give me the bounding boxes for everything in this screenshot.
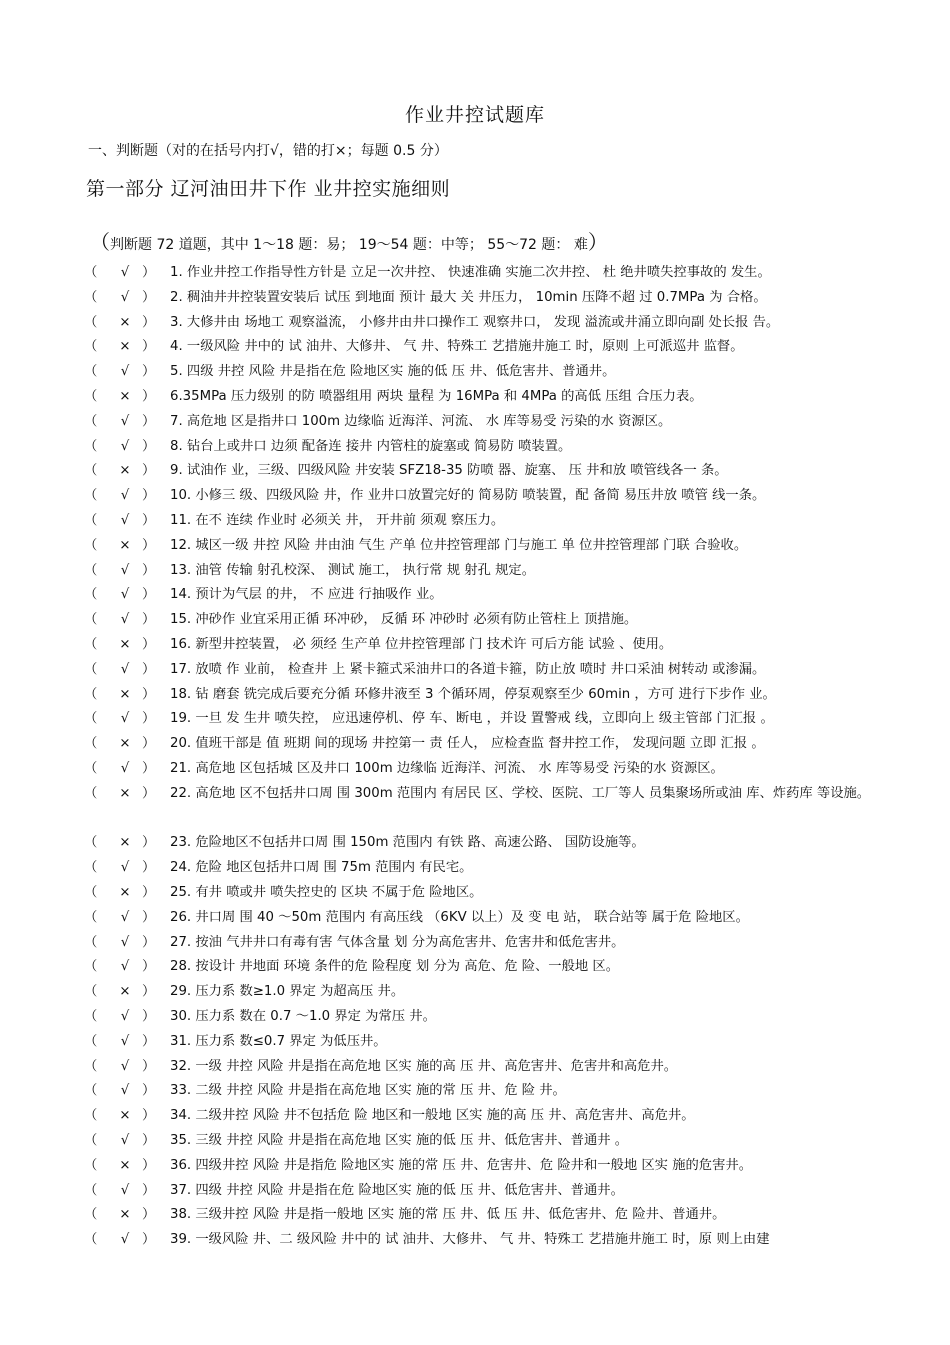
- close-bracket: ）: [142, 637, 156, 652]
- question-item: [84, 1179, 874, 1203]
- close-bracket: ）: [142, 1207, 156, 1223]
- answer-symbol: √: [120, 1232, 130, 1248]
- note-text: 判断题 72 道题，其中 1～18 题：易； 19～54 题：中等； 55～72 题： 难: [110, 237, 588, 253]
- open-bracket: （: [84, 959, 98, 975]
- answer-symbol: √: [120, 1182, 130, 1198]
- answer-symbol: √: [120, 413, 130, 429]
- section-instruction: 一、判断题（对的在括号内打√，错的打×；每题 0.5 分）: [88, 143, 448, 159]
- question-text: 29. 压力系 数≥1.0 界定 为超高压 井。: [170, 984, 405, 1000]
- answer-mark: [84, 286, 170, 310]
- answer-symbol: ×: [119, 389, 131, 404]
- question-item: [84, 707, 874, 731]
- close-bracket: ）: [142, 835, 156, 851]
- close-bracket: ）: [142, 1108, 156, 1124]
- question-text: 2. 稠油井井控装置安装后 试压 到地面 预计 最大 关 井压力， 10min 压降不超 过 0.7MPa 为 合格。: [170, 289, 767, 305]
- answer-mark: [84, 633, 170, 657]
- answer-symbol: ×: [119, 1108, 131, 1124]
- question-text: 14. 预计为气层 的井， 不 应进 行抽吸作 业。: [170, 587, 443, 603]
- open-bracket: （: [84, 289, 98, 305]
- close-bracket: ）: [142, 389, 156, 404]
- answer-mark: [84, 1228, 170, 1252]
- open-bracket: （: [84, 1133, 98, 1148]
- close-bracket: ）: [142, 934, 156, 950]
- answer-mark: [84, 385, 170, 409]
- question-item: [84, 1203, 874, 1227]
- answer-mark: [84, 757, 170, 781]
- open-bracket: （: [84, 1207, 98, 1223]
- open-bracket: （: [84, 637, 98, 652]
- question-text: 26. 井口周 围 40 ～50m 范围内 有高压线 （6KV 以上）及 变 电 站， 联合站等 属于危 险地区。: [170, 909, 749, 925]
- answer-mark: [84, 608, 170, 632]
- question-item: [84, 683, 874, 707]
- close-bracket: ）: [142, 909, 156, 925]
- answer-mark: [84, 360, 170, 384]
- answer-mark: [84, 732, 170, 756]
- open-bracket: （: [84, 364, 98, 380]
- question-item: [84, 608, 874, 632]
- question-text: 35. 三级 井控 风险 井是指在高危地 区实 施的低 压 井、低危害井、普通井 。: [170, 1133, 629, 1148]
- question-text: 5. 四级 井控 风险 井是指在危 险地区实 施的低 压 井、低危害井、普通井。: [170, 364, 616, 380]
- question-item: [84, 534, 874, 558]
- open-bracket: （: [84, 339, 98, 355]
- answer-symbol: √: [120, 612, 130, 628]
- question-text: 31. 压力系 数≤0.7 界定 为低压井。: [170, 1033, 387, 1049]
- close-bracket: ）: [142, 984, 156, 1000]
- question-text: 1. 作业井控工作指导性方针是 立足一次井控、 快速准确 实施二次井控、 杜 绝井喷失控事故的 发生。: [170, 265, 771, 280]
- question-item: [84, 484, 874, 508]
- question-text: 12. 城区一级 井控 风险 井由油 气生 产单 位井控管理部 门与施工 单 位井控管理部 门联 合验收。: [170, 537, 748, 553]
- open-bracket: （: [84, 537, 98, 553]
- answer-symbol: √: [120, 1083, 130, 1099]
- question-text: 13. 油管 传输 射孔校深、 测试 施工， 执行常 规 射孔 规定。: [170, 562, 536, 578]
- close-bracket: ）: [142, 339, 156, 355]
- open-bracket: （: [84, 612, 98, 628]
- question-text: 27. 按油 气井井口有毒有害 气体含量 划 分为高危害井、危害井和低危害井。: [170, 934, 625, 950]
- question-item: [84, 286, 874, 310]
- question-item: [84, 732, 874, 756]
- open-bracket: （: [84, 835, 98, 851]
- question-item: [84, 459, 874, 483]
- note-close-paren: ）: [587, 230, 608, 254]
- close-bracket: ）: [142, 265, 156, 280]
- close-bracket: ）: [142, 314, 156, 330]
- answer-symbol: √: [120, 562, 130, 578]
- question-item: [84, 633, 874, 657]
- close-bracket: ）: [142, 1033, 156, 1049]
- open-bracket: （: [84, 1182, 98, 1198]
- open-bracket: （: [84, 438, 98, 454]
- answer-mark: [84, 509, 170, 533]
- answer-mark: [84, 1179, 170, 1203]
- open-bracket: （: [84, 314, 98, 330]
- close-bracket: ）: [142, 463, 156, 479]
- answer-mark: [84, 1005, 170, 1029]
- answer-symbol: √: [120, 909, 130, 925]
- answer-symbol: √: [120, 265, 130, 280]
- answer-mark: [84, 1203, 170, 1227]
- answer-symbol: √: [120, 488, 130, 504]
- question-text: 3. 大修井由 场地工 观察溢流， 小修井由井口操作工 观察井口， 发现 溢流或井涌立即向副 处长报 告。: [170, 314, 780, 330]
- answer-mark: [84, 1030, 170, 1054]
- close-bracket: ）: [142, 1058, 156, 1074]
- question-item: [84, 509, 874, 533]
- question-item: [84, 931, 874, 955]
- answer-mark: [84, 435, 170, 459]
- answer-mark: [84, 1079, 170, 1103]
- question-item: [84, 856, 874, 880]
- answer-symbol: √: [120, 587, 130, 603]
- answer-symbol: ×: [119, 736, 131, 752]
- question-text: 7. 高危地 区是指井口 100m 边缘临 近海洋、河流、 水 库等易受 污染的水 资源区。: [170, 413, 672, 429]
- close-bracket: ）: [142, 438, 156, 454]
- answer-symbol: √: [120, 959, 130, 975]
- question-item: [84, 782, 874, 806]
- question-item: [84, 435, 874, 459]
- answer-symbol: ×: [119, 1207, 131, 1223]
- answer-symbol: ×: [119, 686, 131, 702]
- open-bracket: （: [84, 785, 98, 801]
- open-bracket: （: [84, 934, 98, 950]
- question-item: [84, 658, 874, 682]
- question-text: 15. 冲砂作 业宜采用正循 环冲砂， 反循 环 冲砂时 必须有防止管柱上 顶措施。: [170, 612, 638, 628]
- answer-symbol: √: [120, 1009, 130, 1024]
- question-text: 9. 试油作 业，三级、四级风险 井安装 SFZ18-35 防喷 器、旋塞、 压 井和放 喷管线各一 条。: [170, 463, 728, 479]
- question-text: 30. 压力系 数在 0.7 ～1.0 界定 为常压 井。: [170, 1009, 436, 1024]
- answer-symbol: √: [120, 934, 130, 950]
- answer-mark: [84, 261, 170, 285]
- question-item: [84, 1129, 874, 1153]
- close-bracket: ）: [142, 562, 156, 578]
- answer-symbol: ×: [119, 885, 131, 900]
- answer-mark: [84, 782, 170, 806]
- answer-mark: [84, 707, 170, 731]
- open-bracket: （: [84, 463, 98, 479]
- question-item: [84, 583, 874, 607]
- answer-mark: [84, 683, 170, 707]
- answer-mark: [84, 484, 170, 508]
- question-item: [84, 1228, 874, 1252]
- question-text: 37. 四级 井控 风险 井是指在危 险地区实 施的低 压 井、低危害井、普通井。: [170, 1182, 624, 1198]
- answer-symbol: ×: [119, 339, 131, 355]
- close-bracket: ）: [142, 885, 156, 900]
- close-bracket: ）: [142, 761, 156, 776]
- answer-symbol: √: [120, 860, 130, 876]
- question-text: 33. 二级 井控 风险 井是指在高危地 区实 施的常 压 井、危 险 井。: [170, 1083, 566, 1099]
- question-item: [84, 410, 874, 434]
- close-bracket: ）: [142, 364, 156, 380]
- close-bracket: ）: [142, 661, 156, 677]
- document-title: 作业井控试题库: [404, 104, 545, 126]
- answer-mark: [84, 311, 170, 335]
- question-item: [84, 906, 874, 930]
- answer-symbol: √: [120, 364, 130, 380]
- close-bracket: ）: [142, 1232, 156, 1248]
- answer-mark: [84, 658, 170, 682]
- close-bracket: ）: [142, 959, 156, 975]
- close-bracket: ）: [142, 289, 156, 305]
- answer-symbol: √: [120, 513, 130, 528]
- open-bracket: （: [84, 1033, 98, 1049]
- answer-symbol: ×: [119, 537, 131, 553]
- open-bracket: （: [84, 513, 98, 528]
- answer-mark: [84, 906, 170, 930]
- answer-symbol: ×: [119, 984, 131, 1000]
- question-item: [84, 831, 874, 855]
- answer-symbol: ×: [119, 463, 131, 479]
- question-text: 11. 在不 连续 作业时 必须关 井， 开井前 须观 察压力。: [170, 513, 505, 528]
- open-bracket: （: [84, 860, 98, 876]
- answer-mark: [84, 1055, 170, 1079]
- question-text: 39. 一级风险 井、二 级风险 井中的 试 油井、大修井、 气 井、特殊工 艺措施井施工 时，原 则上由建: [170, 1232, 770, 1248]
- close-bracket: ）: [142, 537, 156, 553]
- answer-mark: [84, 410, 170, 434]
- question-item: [84, 360, 874, 384]
- open-bracket: （: [84, 761, 98, 776]
- answer-mark: [84, 1104, 170, 1128]
- question-text: 16. 新型井控装置， 必 须经 生产单 位井控管理部 门 技术许 可后方能 试验 、使用。: [170, 637, 673, 652]
- open-bracket: （: [84, 885, 98, 900]
- question-text: 4. 一级风险 井中的 试 油井、大修井、 气 井、特殊工 艺措施井施工 时，原则 上可派巡井 监督。: [170, 339, 744, 355]
- question-text: 25. 有井 喷或井 喷失控史的 区块 不属于危 险地区。: [170, 885, 483, 900]
- difficulty-note: [90, 226, 608, 255]
- close-bracket: ）: [142, 413, 156, 429]
- open-bracket: （: [84, 909, 98, 925]
- question-text: 22. 高危地 区不包括井口周 围 300m 范围内 有居民 区、学校、医院、工厂等人 员集聚场所或油 库、炸药库 等设施。: [170, 785, 871, 801]
- answer-mark: [84, 1154, 170, 1178]
- answer-mark: [84, 534, 170, 558]
- answer-mark: [84, 559, 170, 583]
- question-text: 32. 一级 井控 风险 井是指在高危地 区实 施的高 压 井、高危害井、危害井和高危井。: [170, 1058, 678, 1074]
- answer-mark: [84, 980, 170, 1004]
- question-item: [84, 1030, 874, 1054]
- answer-mark: [84, 856, 170, 880]
- question-item: [84, 1104, 874, 1128]
- answer-symbol: √: [120, 1058, 130, 1074]
- open-bracket: （: [84, 488, 98, 504]
- answer-mark: [84, 931, 170, 955]
- open-bracket: （: [84, 265, 98, 280]
- answer-symbol: ×: [119, 835, 131, 851]
- answer-symbol: ×: [119, 785, 131, 801]
- close-bracket: ）: [142, 1009, 156, 1024]
- open-bracket: （: [84, 587, 98, 603]
- answer-mark: [84, 583, 170, 607]
- open-bracket: （: [84, 1009, 98, 1024]
- question-text: 34. 二级井控 风险 井不包括危 险 地区和一般地 区实 施的高 压 井、高危害井、高危井。: [170, 1108, 695, 1124]
- answer-symbol: ×: [119, 314, 131, 330]
- question-item: [84, 980, 874, 1004]
- part-heading: 第一部分 辽河油田井下作 业井控实施细则: [86, 178, 451, 200]
- answer-symbol: √: [120, 1133, 130, 1148]
- close-bracket: ）: [142, 785, 156, 801]
- question-text: 24. 危险 地区包括井口周 围 75m 范围内 有民宅。: [170, 860, 473, 876]
- open-bracket: （: [84, 736, 98, 752]
- question-item: [84, 1005, 874, 1029]
- question-item: [84, 311, 874, 335]
- question-text: 18. 钻 磨套 铣完成后要充分循 环修井液至 3 个循环周，停泵观察至少 60min ，方可 进行下步作 业。: [170, 686, 776, 702]
- question-text: 23. 危险地区不包括井口周 围 150m 范围内 有铁 路、高速公路、 国防设施等。: [170, 835, 645, 851]
- answer-mark: [84, 955, 170, 979]
- close-bracket: ）: [142, 1083, 156, 1099]
- question-text: 20. 值班干部是 值 班期 间的现场 井控第一 责 任人， 应检查监 督井控工作， 发现问题 立即 汇报 。: [170, 736, 765, 752]
- close-bracket: ）: [142, 1157, 156, 1173]
- answer-symbol: ×: [119, 1157, 131, 1173]
- answer-mark: [84, 1129, 170, 1153]
- close-bracket: ）: [142, 711, 156, 727]
- answer-symbol: ×: [119, 637, 131, 652]
- question-item: [84, 385, 874, 409]
- close-bracket: ）: [142, 587, 156, 603]
- open-bracket: （: [84, 661, 98, 677]
- question-item: [84, 757, 874, 781]
- close-bracket: ）: [142, 1182, 156, 1198]
- close-bracket: ）: [142, 686, 156, 702]
- question-text: 28. 按设计 井地面 环境 条件的危 险程度 划 分为 高危、危 险、一般地 区。: [170, 959, 620, 975]
- open-bracket: （: [84, 984, 98, 1000]
- open-bracket: （: [84, 686, 98, 702]
- note-open-paren: （: [90, 230, 110, 254]
- question-item: [84, 559, 874, 583]
- question-item: [84, 261, 874, 285]
- answer-mark: [84, 459, 170, 483]
- question-text: 21. 高危地 区包括城 区及井口 100m 边缘临 近海洋、河流、 水 库等易受 污染的水 资源区。: [170, 761, 724, 776]
- question-item: [84, 1079, 874, 1103]
- answer-symbol: √: [120, 761, 130, 776]
- open-bracket: （: [84, 1232, 98, 1248]
- close-bracket: ）: [142, 860, 156, 876]
- open-bracket: （: [84, 1157, 98, 1173]
- question-text: 38. 三级井控 风险 井是指一般地 区实 施的常 压 井、低 压 井、低危害井、危 险井、普通井。: [170, 1207, 726, 1223]
- open-bracket: （: [84, 389, 98, 404]
- question-text: 10. 小修三 级、四级风险 井，作 业井口放置完好的 简易防 喷装置，配 备简 易压井放 喷管 线一条。: [170, 488, 766, 504]
- close-bracket: ）: [142, 488, 156, 504]
- close-bracket: ）: [142, 736, 156, 752]
- open-bracket: （: [84, 1083, 98, 1099]
- close-bracket: ）: [142, 513, 156, 528]
- answer-symbol: √: [120, 289, 130, 305]
- close-bracket: ）: [142, 1133, 156, 1148]
- close-bracket: ）: [142, 612, 156, 628]
- answer-symbol: √: [120, 661, 130, 677]
- answer-symbol: √: [120, 438, 130, 454]
- answer-symbol: √: [120, 711, 130, 727]
- question-item: [84, 955, 874, 979]
- question-text: 17. 放喷 作 业前， 检查井 上 紧卡箍式采油井口的各道卡箍，防止放 喷时 井口采油 树转动 或渗漏。: [170, 661, 766, 677]
- open-bracket: （: [84, 1058, 98, 1074]
- question-text: 36. 四级井控 风险 井是指危 险地区实 施的常 压 井、危害井、危 险井和一般地 区实 施的危害井。: [170, 1157, 752, 1173]
- open-bracket: （: [84, 562, 98, 578]
- open-bracket: （: [84, 711, 98, 727]
- question-item: [84, 335, 874, 359]
- answer-mark: [84, 881, 170, 905]
- question-item: [84, 1154, 874, 1178]
- answer-mark: [84, 831, 170, 855]
- answer-symbol: √: [120, 1033, 130, 1049]
- open-bracket: （: [84, 413, 98, 429]
- question-item: [84, 1055, 874, 1079]
- open-bracket: （: [84, 1108, 98, 1124]
- question-item: [84, 881, 874, 905]
- answer-mark: [84, 335, 170, 359]
- question-text: 19. 一旦 发 生井 喷失控， 应迅速停机、停 车、断电 ，并设 置警戒 线，立即向上 级主管部 门汇报 。: [170, 711, 774, 727]
- question-text: 8. 钻台上或井口 边须 配备连 接井 内管柱的旋塞或 简易防 喷装置。: [170, 438, 572, 454]
- question-text: 6.35MPa 压力级别 的防 喷器组用 两块 量程 为 16MPa 和 4MPa 的高低 压组 合压力表。: [170, 389, 703, 404]
